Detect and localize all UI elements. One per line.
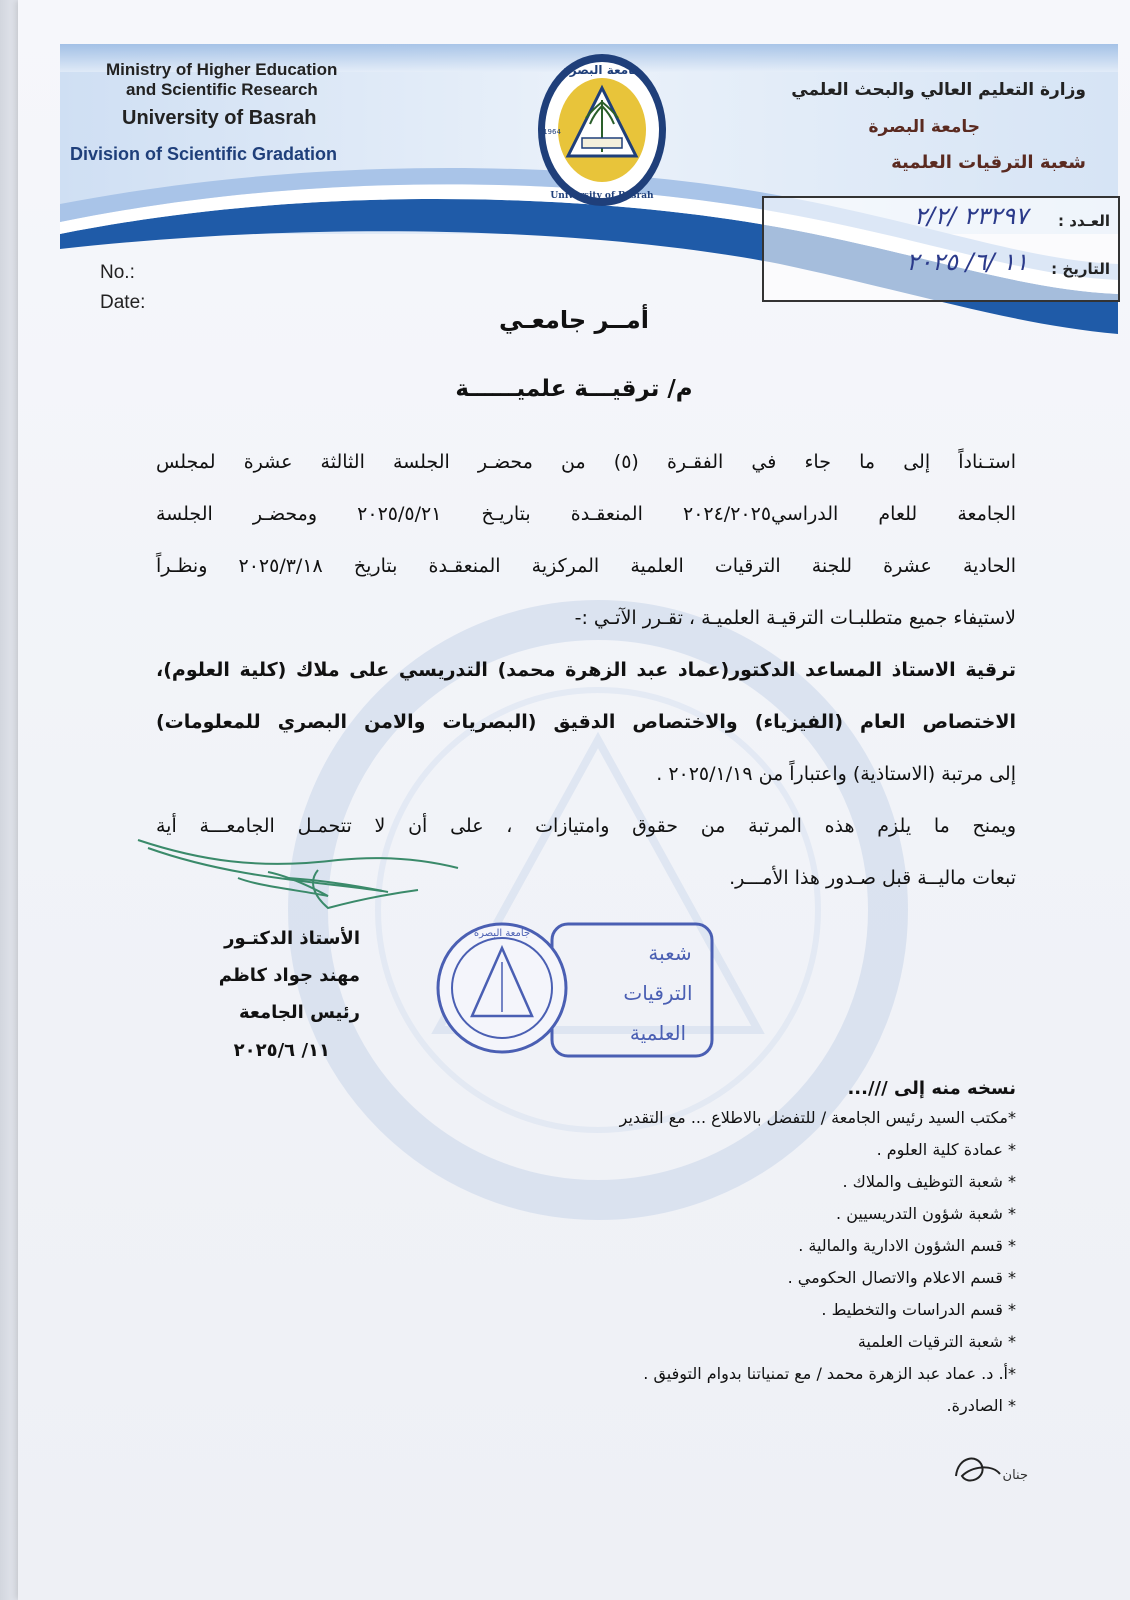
cc-item: * عمادة كلية العلوم .	[876, 1140, 1016, 1159]
cc-item: * شعبة شؤون التدريسيين .	[836, 1204, 1016, 1223]
logo-text-en: University of Basrah	[550, 191, 654, 201]
number-label-ar: العـدد :	[1058, 212, 1110, 230]
document-number: ٢٣٢٩٧ /٢/٢	[913, 202, 1028, 230]
initials-scribble	[948, 1446, 1008, 1496]
body-line-5: ترقية الاستاذ المساعد الدكتور(عماد عبد الزهرة محمد) التدريسي على ملاك (كلية العلوم)،	[156, 659, 1016, 681]
university-logo	[536, 52, 668, 212]
stamp-round-text: جامعة البصرة	[473, 928, 531, 939]
university-name-ar: جامعة البصرة	[868, 117, 980, 137]
cc-item: *مكتب السيد رئيس الجامعة / للتفضل بالاطلاع ... مع التقدير	[619, 1108, 1016, 1127]
cc-item: * قسم الاعلام والاتصال الحكومي .	[787, 1268, 1016, 1287]
body-line-2: الجامعة للعام الدراسي٢٠٢٤/٢٠٢٥ المنعقـدة بتاريـخ ٢٠٢٥/٥/٢١ ومحضـر الجلسة	[156, 503, 1016, 525]
body-line-7: إلى مرتبة (الاستاذية) واعتباراً من ٢٠٢٥/١/١٩ .	[656, 763, 1016, 785]
signer-position: رئيس الجامعة	[238, 1002, 360, 1023]
body-line-3: الحادية عشرة للجنة الترقيات العلمية المركزية المنعقـدة بتاريخ ٢٠٢٥/٣/١٨ ونظـراً	[156, 555, 1017, 577]
ministry-name-ar: وزارة التعليم العالي والبحث العلمي	[791, 80, 1086, 100]
date-label-en: Date:	[100, 292, 146, 313]
cc-item: *أ. د. عماد عبد الزهرة محمد / مع تمنياتنا بدوام التوفيق .	[643, 1364, 1016, 1383]
official-stamp	[432, 916, 722, 1066]
document-title: أمــر جامعـي	[499, 306, 649, 334]
logo-year: 1964	[543, 128, 561, 136]
cc-item: * قسم الشؤون الادارية والمالية .	[798, 1236, 1016, 1255]
cc-item: * شعبة التوظيف والملاك .	[842, 1172, 1016, 1191]
stamp-text-line1: شعبة	[648, 941, 692, 965]
cc-item: * الصادرة.	[946, 1396, 1016, 1415]
university-name-en: University of Basrah	[122, 107, 317, 129]
page-edge	[0, 0, 18, 1600]
signature-scribble	[118, 820, 478, 930]
signer-title: الأستاذ الدكتـور	[224, 928, 360, 949]
copy-to-heading: نسخه منه إلى ///...	[847, 1078, 1016, 1099]
number-label-en: No.:	[100, 262, 135, 283]
ministry-name-en-line2: and Scientific Research	[126, 80, 318, 99]
body-line-9: تبعات ماليــة قبل صـدور هذا الأمـــر.	[729, 867, 1016, 889]
signer-name: مهند جواد كاظم	[218, 965, 360, 986]
body-line-6: الاختصاص العام (الفيزياء) والاختصاص الدقيق (البصريات والامن البصري للمعلومات)	[156, 711, 1016, 733]
reference-box	[762, 196, 1120, 302]
document-date: ١١ /٦/ ٢٠٢٥	[906, 248, 1028, 276]
document-page	[18, 0, 1130, 1600]
stamp-text-line2: الترقيات	[623, 981, 693, 1005]
body-line-4: لاستيفاء جميع متطلبـات الترقيـة العلميـة ، تقـرر الآتـي :-	[574, 607, 1016, 629]
stamp-text-line3: العلمية	[629, 1021, 687, 1045]
cc-item: * قسم الدراسات والتخطيط .	[821, 1300, 1016, 1319]
date-label-ar: التاريخ :	[1051, 260, 1110, 278]
division-name-en: Division of Scientific Gradation	[70, 144, 338, 164]
body-line-1: استـناداً إلى ما جاء في الفقـرة (٥) من محضـر الجلسة الثالثة عشرة لمجلس	[156, 451, 1016, 473]
document-subject: م/ ترقيـــة علميــــــة	[455, 376, 693, 402]
body-line-8: ويمنح ما يلزم هذه المرتبة من حقوق وامتيازات ، على أن لا تتحمـل الجامعـــة أية	[156, 815, 1016, 837]
cc-item: * شعبة الترقيات العلمية	[857, 1332, 1016, 1351]
typist-initials: جنان	[1002, 1468, 1028, 1483]
ministry-name-en-line1: Ministry of Higher Education	[106, 60, 338, 79]
signature-date: ١١/ ٢٠٢٥/٦	[233, 1040, 330, 1061]
division-name-ar: شعبة الترقيات العلمية	[891, 152, 1086, 173]
logo-text-ar: جامعة البصرة	[562, 63, 642, 77]
